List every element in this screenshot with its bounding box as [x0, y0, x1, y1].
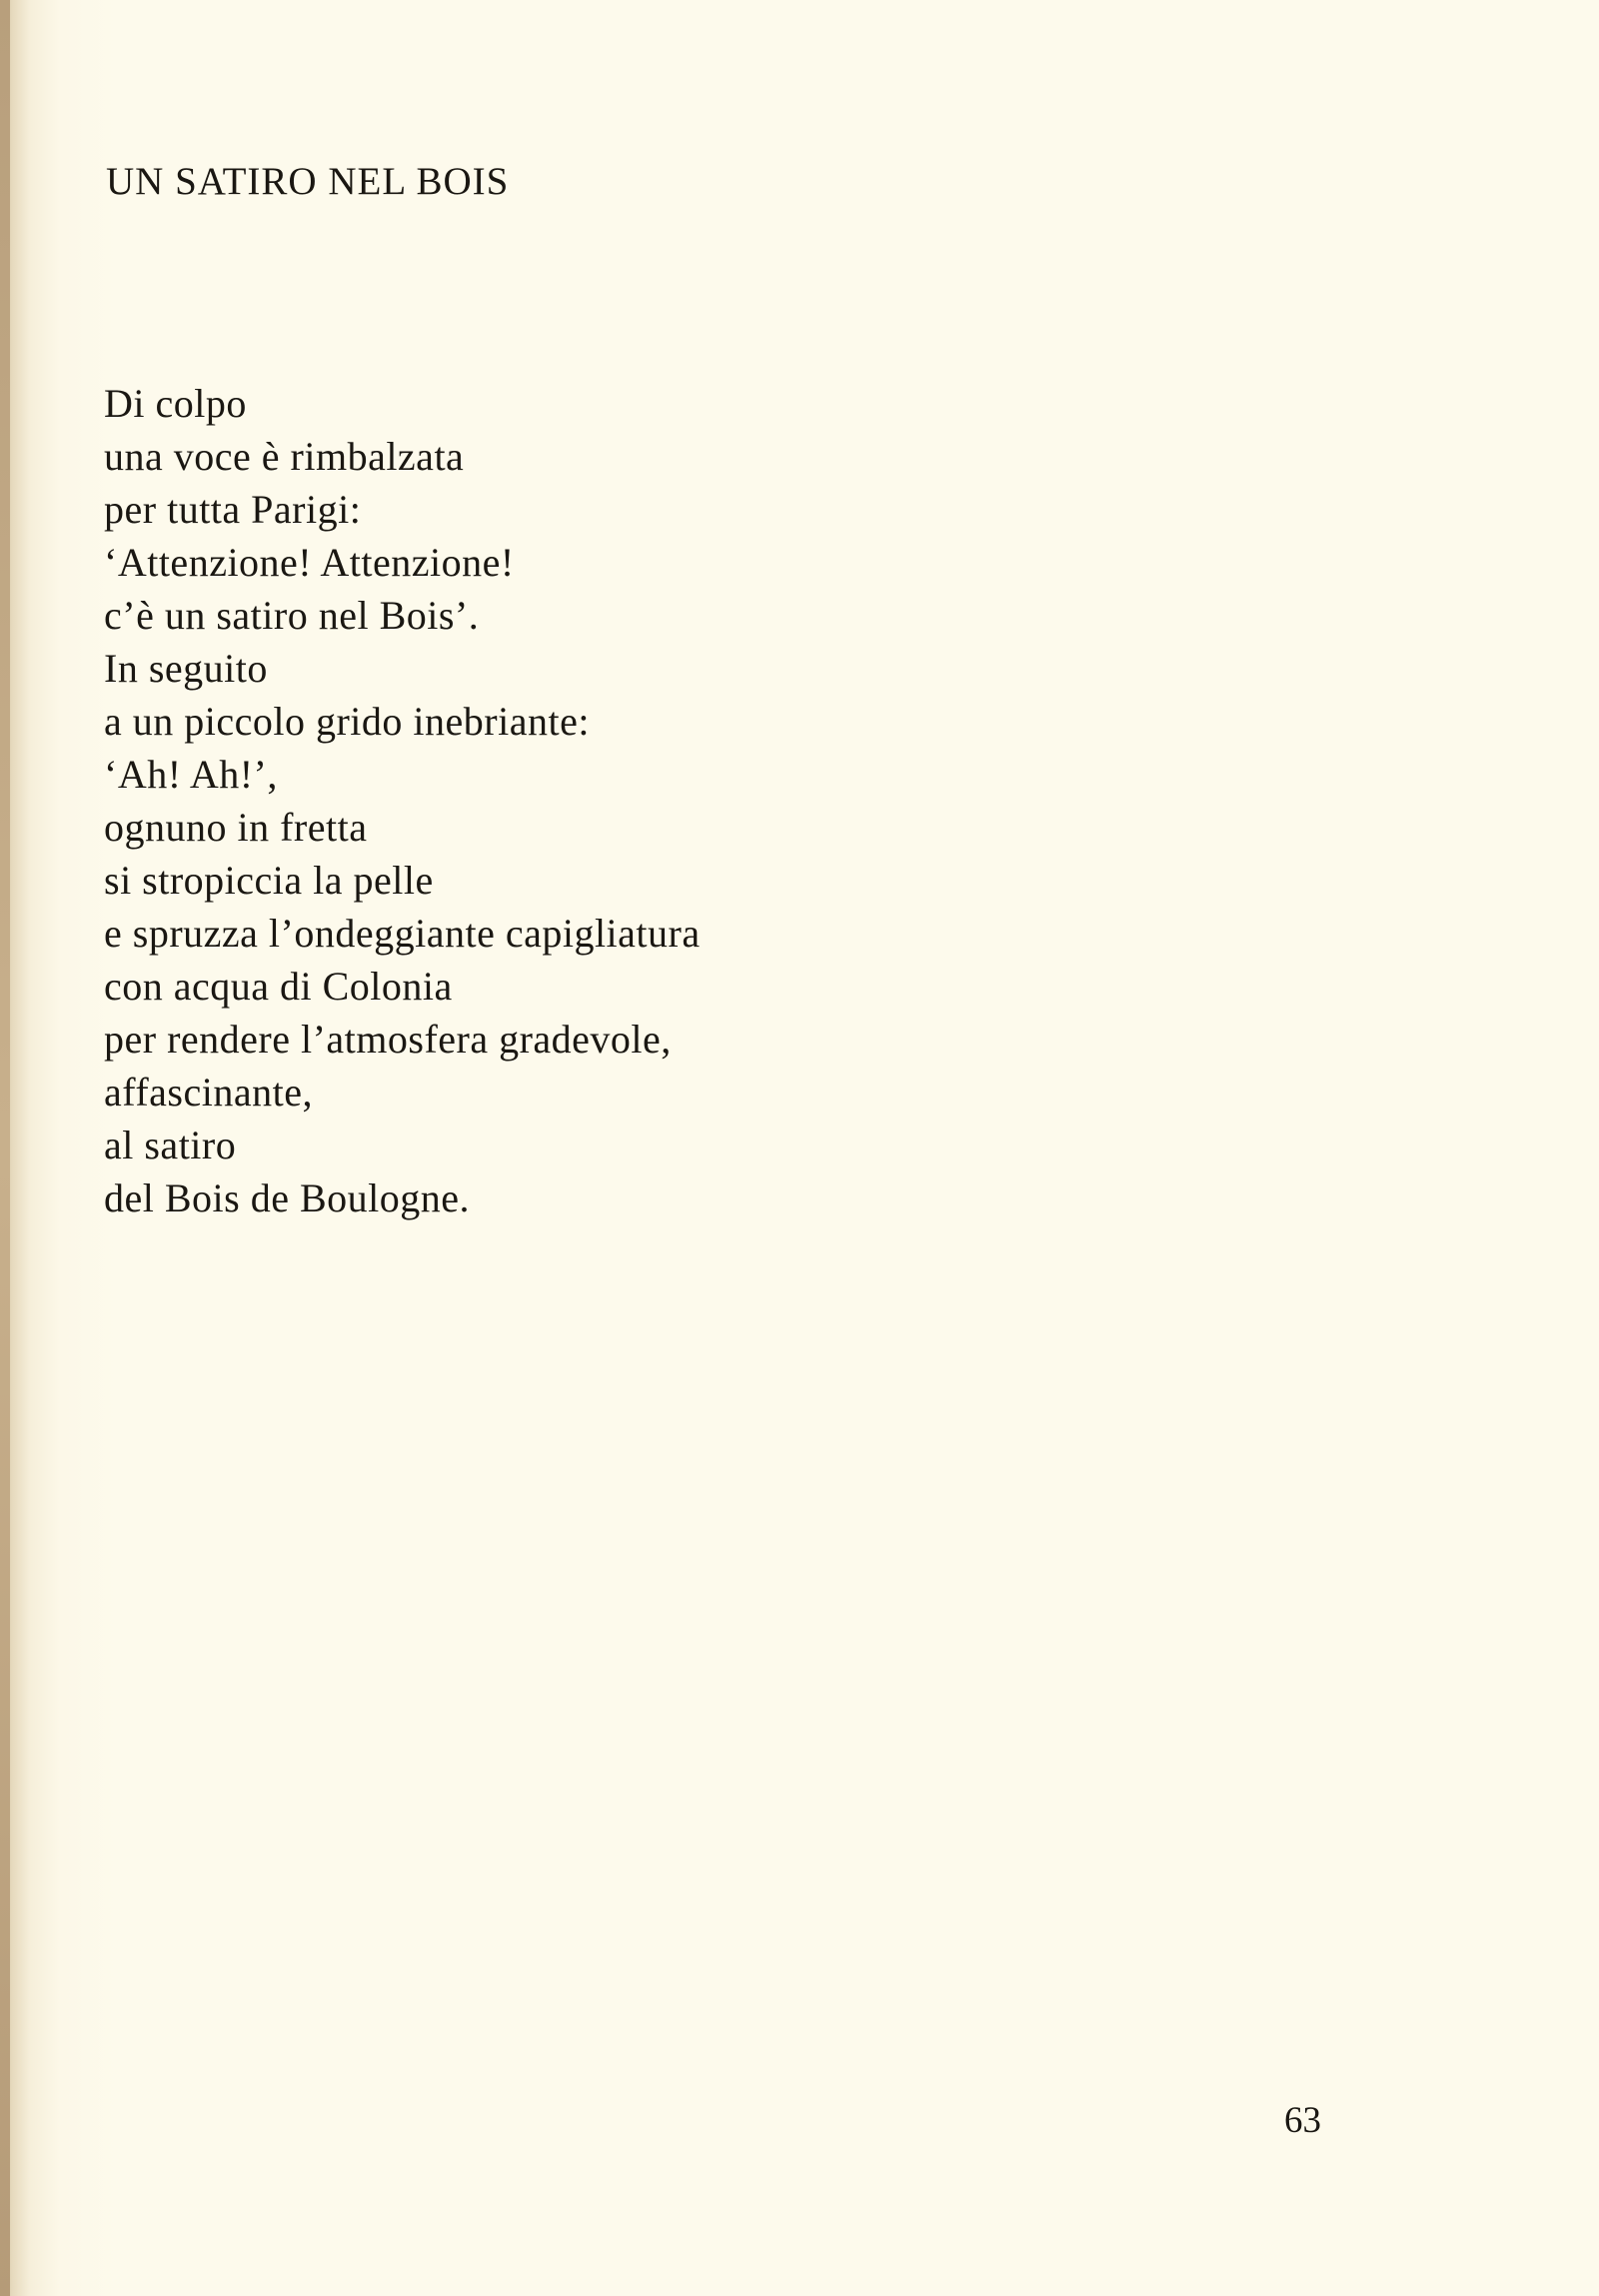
poem-line: affascinante,: [104, 1070, 313, 1115]
poem-line: e spruzza l’ondeggiante capigliatura: [104, 911, 701, 956]
poem-line: una voce è rimbalzata: [104, 434, 465, 479]
poem-line: per tutta Parigi:: [104, 487, 362, 532]
poem-body: [104, 377, 701, 1224]
poem-line: per rendere l’atmosfera gradevole,: [104, 1017, 672, 1062]
poem-line: c’è un satiro nel Bois’.: [104, 593, 480, 638]
poem-line: ‘Ah! Ah!’,: [104, 752, 278, 797]
poem-line: Di colpo: [104, 381, 247, 426]
page-number: 63: [1284, 2100, 1321, 2141]
poem-line: si stropiccia la pelle: [104, 858, 434, 903]
poem-line: In seguito: [104, 646, 268, 691]
poem-line: al satiro: [104, 1123, 237, 1167]
poem-line: a un piccolo grido inebriante:: [104, 699, 590, 744]
poem-line: con acqua di Colonia: [104, 964, 453, 1009]
page-binding-edge: [0, 0, 10, 2296]
poem-line: ‘Attenzione! Attenzione!: [104, 540, 515, 585]
poem-line: ognuno in fretta: [104, 805, 368, 850]
poem-line: del Bois de Boulogne.: [104, 1175, 471, 1220]
poem-title: UN SATIRO NEL BOIS: [106, 160, 510, 203]
